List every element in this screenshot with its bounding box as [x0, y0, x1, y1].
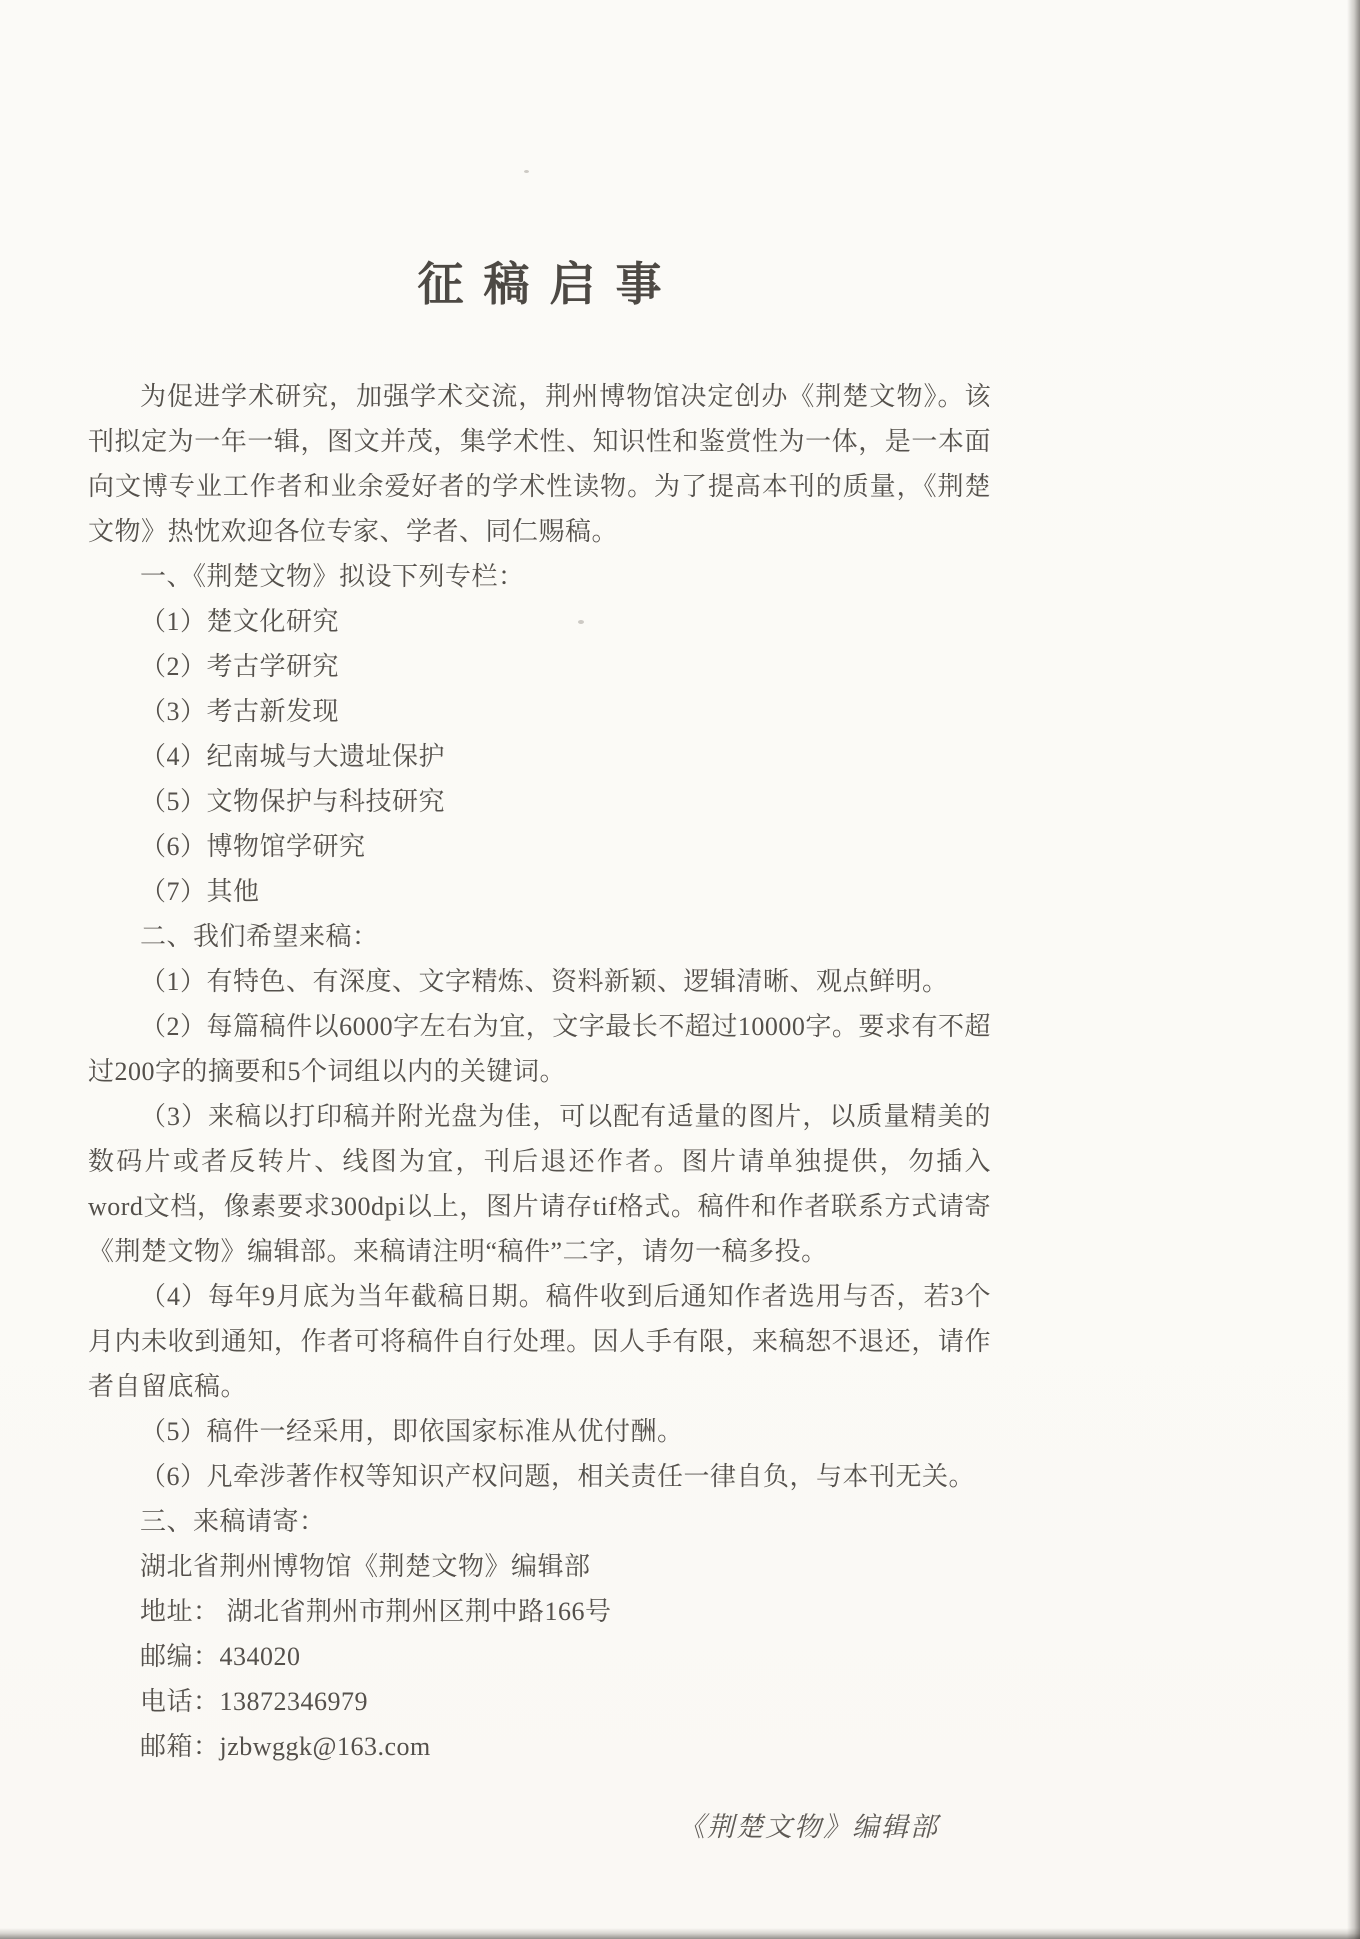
section-2-item: （6）凡牵涉著作权等知识产权问题，相关责任一律自负，与本刊无关。	[140, 1462, 976, 1491]
scan-edge-right	[1347, 0, 1360, 1939]
scan-edge-bottom	[0, 1928, 1360, 1939]
contact-email: 邮箱：jzbwggk@163.com	[140, 1732, 431, 1761]
section-3-heading: 三、来稿请寄：	[140, 1507, 326, 1536]
contact-postcode: 邮编：434020	[140, 1642, 301, 1671]
document-body	[88, 374, 991, 1769]
section-2-item: （2）每篇稿件以6000字左右为宜，文字最长不超过10000字。要求有不超过200字的摘要和5个词组以内的关键词。	[88, 1012, 991, 1086]
section-1-item: （1）楚文化研究	[140, 607, 340, 636]
section-1-item: （3）考古新发现	[140, 697, 340, 726]
page-title: 征稿启事	[417, 259, 682, 310]
section-1-item: （5）文物保护与科技研究	[140, 787, 446, 816]
signature-editorial-office: 《荆楚文物》编辑部	[678, 1812, 939, 1842]
section-1-item: （7）其他	[140, 877, 260, 906]
contact-phone: 电话：13872346979	[140, 1687, 369, 1716]
contact-editorial-office: 湖北省荆州博物馆《荆楚文物》编辑部	[140, 1552, 591, 1581]
section-1-item: （6）博物馆学研究	[140, 832, 366, 861]
intro-paragraph: 为促进学术研究，加强学术交流，荆州博物馆决定创办《荆楚文物》。该刊拟定为一年一辑，图文并茂，集学术性、知识性和鉴赏性为一体，是一本面向文博专业工作者和业余爱好者的学术性读物。为了提高本刊的质量，《荆楚文物》热忱欢迎各位专家、学者、同仁赐稿。	[88, 382, 991, 546]
document-content	[88, 0, 991, 1847]
section-1-item: （2）考古学研究	[140, 652, 340, 681]
section-2-heading: 二、我们希望来稿：	[140, 922, 379, 951]
section-1-item: （4）纪南城与大遗址保护	[140, 742, 446, 771]
section-2-item: （5）稿件一经采用，即依国家标准从优付酬。	[140, 1417, 684, 1446]
section-2-item: （3）来稿以打印稿并附光盘为佳，可以配有适量的图片，以质量精美的数码片或者反转片、线图为宜，刊后退还作者。图片请单独提供，勿插入word文档，像素要求300dpi以上，图片请存tif格式。稿件和作者联系方式请寄《荆楚文物》编辑部。来稿请注明“稿件”二字，请勿一稿多投。	[88, 1102, 991, 1266]
section-1-heading: 一、《荆楚文物》拟设下列专栏：	[140, 562, 525, 591]
section-2-item: （1）有特色、有深度、文字精炼、资料新颖、逻辑清晰、观点鲜明。	[140, 967, 949, 996]
section-2-item: （4）每年9月底为当年截稿日期。稿件收到后通知作者选用与否，若3个月内未收到通知，作者可将稿件自行处理。因人手有限，来稿恕不退还，请作者自留底稿。	[88, 1282, 991, 1401]
contact-address: 地址： 湖北省荆州市荆州区荆中路166号	[140, 1597, 612, 1626]
